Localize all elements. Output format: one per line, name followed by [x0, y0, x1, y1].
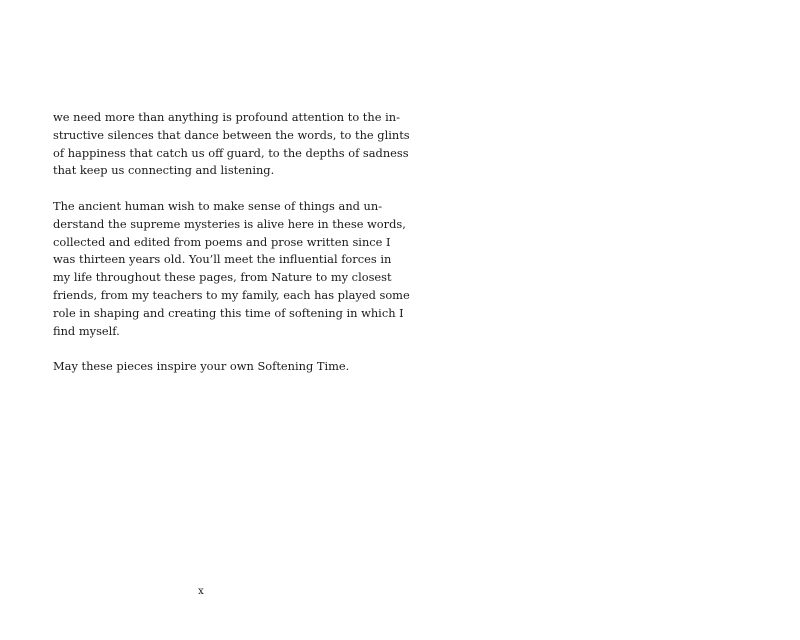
page-number: x [198, 586, 204, 597]
text-line: that keep us connecting and listening. [53, 163, 275, 178]
text-line: May these pieces inspire your own Softening Time. [53, 359, 350, 374]
text-line: derstand the supreme mysteries is alive here in these words, [53, 216, 406, 231]
text-line: was thirteen years old. You’ll meet the influential forces in [53, 252, 392, 267]
text-line: friends, from my teachers to my family, each has played some [53, 287, 410, 302]
paragraph-spacer [53, 340, 353, 358]
text-line: my life throughout these pages, from Nature to my closest [53, 270, 392, 285]
text-line: structive silences that dance between the words, to the glints [53, 127, 410, 142]
text-line: role in shaping and creating this time of softening in which I [53, 305, 404, 320]
text-line: collected and edited from poems and prose written since I [53, 234, 391, 249]
text-line: we need more than anything is profound attention to the in- [53, 110, 400, 124]
text-line: The ancient human wish to make sense of things and un- [53, 198, 383, 213]
right-page-blank [400, 0, 800, 640]
paragraph-spacer [53, 180, 353, 198]
paragraph-1 [53, 109, 410, 180]
text-line: of happiness that catch us off guard, to the depths of sadness [53, 145, 409, 160]
paragraph-2 [53, 198, 410, 340]
text-line: find myself. [53, 323, 120, 338]
paragraph-3 [53, 358, 353, 376]
body-text [53, 109, 410, 376]
